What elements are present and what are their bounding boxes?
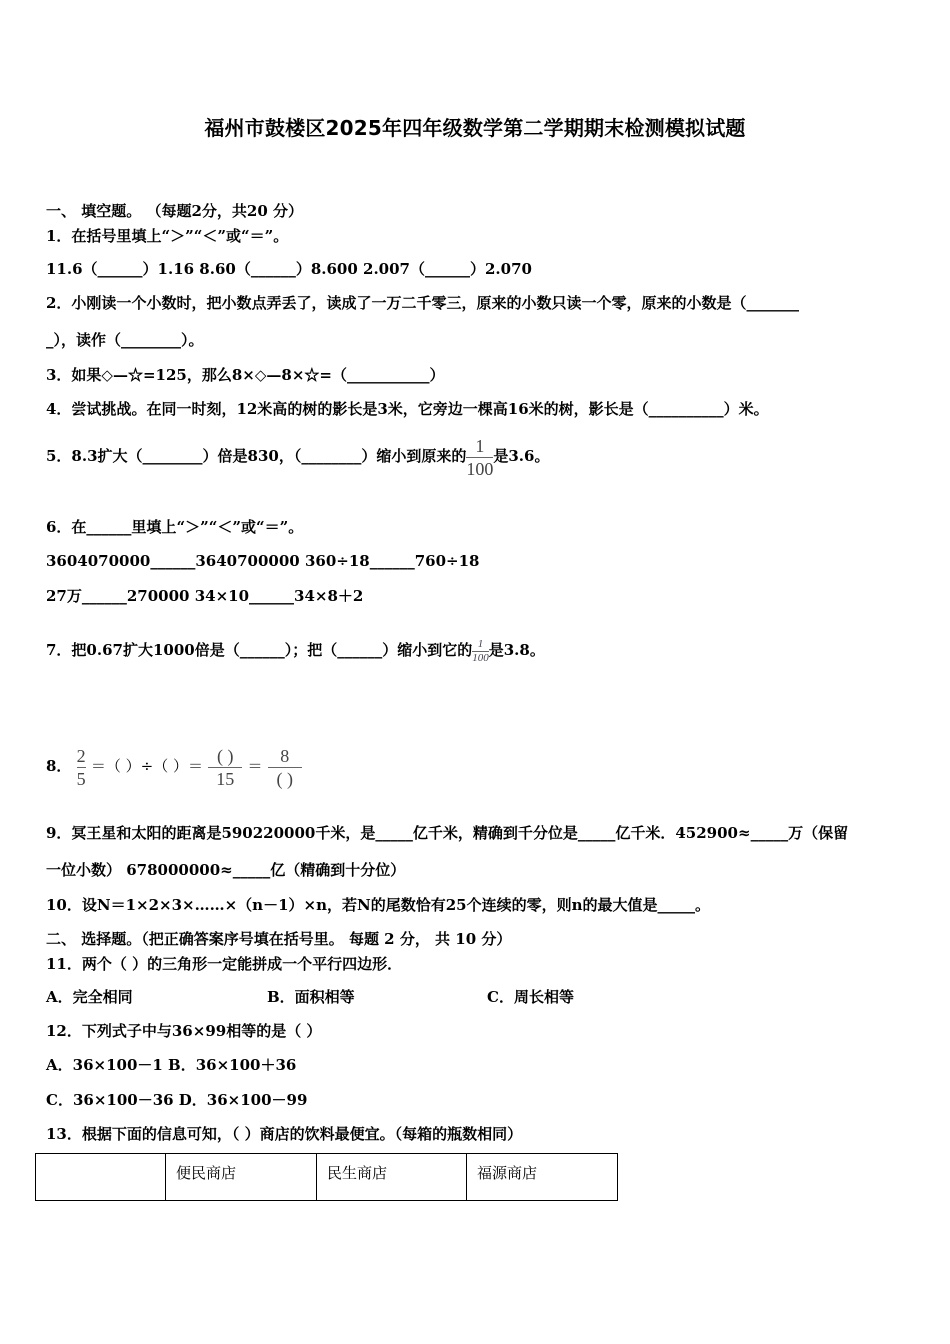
q5-text-before: 5．8.3扩大（________）倍是830，（________）缩小到原来的 (46, 447, 467, 465)
q8-fraction-3 (268, 745, 302, 790)
q11-option-a: A．完全相同 (46, 988, 133, 1006)
table-header-cell: 民生商店 (317, 1154, 467, 1201)
q8-f2-numerator: ( ) (217, 745, 234, 766)
q11-stem: 11．两个（ ）的三角形一定能拼成一个平行四边形． (46, 955, 403, 973)
q8-f2-denominator: 15 (216, 768, 235, 789)
q12-options-line1: A．36×100－1 B．36×100＋36 (46, 1056, 297, 1074)
section-2-heading: 二、 选择题。（把正确答案序号填在括号里。 每题 2 分， 共 10 分） (46, 930, 512, 948)
q8-fraction-2 (208, 745, 242, 790)
q6-stem: 6．在______里填上“＞”“＜”或“＝”。 (46, 518, 304, 536)
q7-fraction (472, 638, 489, 665)
q6-line2: 27万______270000 34×10______34×8＋2 (46, 587, 364, 605)
q5-line (46, 432, 549, 480)
q5-fraction (466, 435, 493, 480)
q7-text-after: 是3.8。 (488, 641, 545, 659)
q11-option-b: B．面积相等 (267, 988, 355, 1006)
q10-text: 10．设N＝1×2×3×……×（n－1）×n，若N的尾数恰有25个连续的零，则n的最大值是_____。 (46, 896, 710, 914)
q12-stem: 12．下列式子中与36×99相等的是（ ） (46, 1022, 322, 1040)
q8-f3-denominator: ( ) (276, 768, 293, 789)
q1-line: 11.6（______）1.16 8.60（______）8.600 2.007（______）2.070 (46, 260, 532, 278)
table-header-cell (36, 1154, 166, 1201)
q8-line (46, 740, 302, 792)
page-title: 福州市鼓楼区2025年四年级数学第二学期期末检测模拟试题 (204, 116, 746, 140)
table-header-cell: 福源商店 (467, 1154, 618, 1201)
table-row (36, 1154, 618, 1201)
table-header-cell: 便民商店 (166, 1154, 317, 1201)
q12-options-line2: C．36×100－36 D．36×100－99 (46, 1091, 308, 1109)
q11-option-c: C．周长相等 (487, 988, 574, 1006)
q9-line1: 9．冥王星和太阳的距离是590220000千米，是_____亿千米，精确到千分位是_____亿千米．452900≈_____万（保留 (46, 824, 849, 842)
q8-middle: ＝（ ）÷（ ）＝ (90, 757, 204, 775)
section-1-heading: 一、 填空题。 （每题2分，共20 分） (46, 202, 303, 220)
q7-line (46, 628, 545, 672)
q8-f1-denominator: 5 (76, 768, 86, 789)
q13-table (35, 1153, 618, 1201)
q7-fraction-numerator: 1 (477, 637, 484, 650)
q9-line2: 一位小数） 678000000≈_____亿（精确到十分位） (46, 861, 406, 879)
q7-fraction-denominator: 100 (472, 651, 489, 664)
q5-fraction-denominator: 100 (466, 458, 494, 479)
q6-line1: 3604070000______3640700000 360÷18______760÷18 (46, 552, 480, 570)
q5-fraction-numerator: 1 (475, 435, 485, 456)
q1-stem: 1．在括号里填上“＞”“＜”或“＝”。 (46, 227, 289, 245)
q2-line2: _），读作（________）。 (46, 331, 204, 349)
q2-line1: 2．小刚读一个小数时，把小数点弄丢了，读成了一万二千零三，原来的小数只读一个零，原来的小数是（_______ (46, 294, 799, 312)
q8-label: 8． (46, 757, 72, 775)
q8-fraction-1 (77, 745, 86, 790)
q13-stem: 13．根据下面的信息可知，（ ）商店的饮料最便宜。（每箱的瓶数相同） (46, 1125, 523, 1143)
q8-f3-numerator: 8 (280, 745, 290, 766)
q5-text-after: 是3.6。 (493, 447, 550, 465)
q8-f1-numerator: 2 (76, 745, 86, 766)
q3-text: 3．如果◇—☆=125，那么8×◇—8×☆=（___________） (46, 366, 445, 384)
q8-equals: ＝ (247, 757, 263, 775)
q7-text-before: 7．把0.67扩大1000倍是（______）；把（______）缩小到它的 (46, 641, 473, 659)
q4-text: 4．尝试挑战。在同一时刻，12米高的树的影长是3米，它旁边一棵高16米的树，影长是（__________）米。 (46, 400, 769, 418)
